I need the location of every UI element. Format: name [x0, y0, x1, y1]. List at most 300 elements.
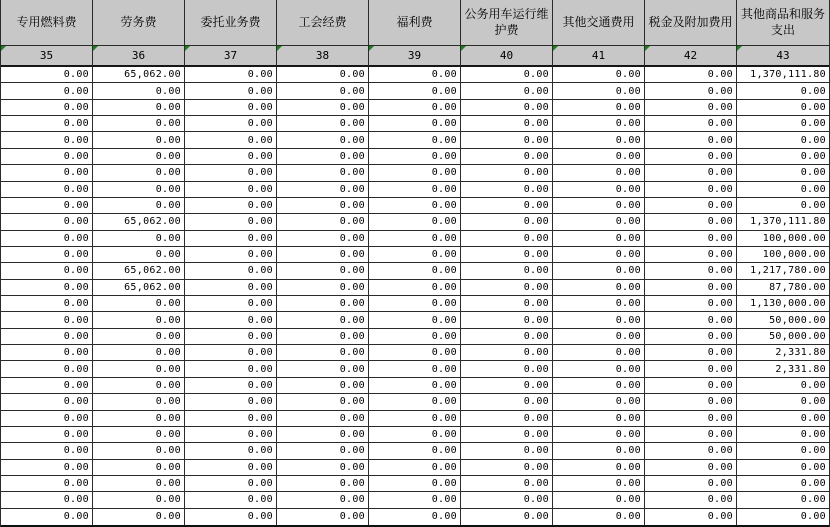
table-cell[interactable]: 0.00 — [369, 460, 461, 476]
table-row — [1, 509, 829, 525]
table-cell[interactable]: 0.00 — [277, 116, 369, 132]
table-cell[interactable]: 0.00 — [93, 427, 185, 443]
table-cell[interactable]: 0.00 — [737, 149, 829, 165]
table-row — [1, 214, 829, 230]
table-row — [1, 427, 829, 443]
table-cell[interactable]: 0.00 — [1, 165, 93, 181]
table-cell[interactable]: 0.00 — [93, 476, 185, 492]
table-cell[interactable]: 0.00 — [461, 329, 553, 345]
table-cell[interactable]: 0.00 — [461, 214, 553, 230]
table-cell[interactable]: 0.00 — [369, 345, 461, 361]
table-cell[interactable]: 0.00 — [1, 345, 93, 361]
table-cell[interactable]: 0.00 — [737, 492, 829, 508]
table-cell[interactable]: 0.00 — [737, 411, 829, 427]
column-code-cell[interactable] — [185, 46, 277, 67]
table-cell[interactable]: 0.00 — [369, 247, 461, 263]
table-cell[interactable]: 0.00 — [93, 100, 185, 116]
table-cell[interactable]: 0.00 — [737, 460, 829, 476]
table-cell[interactable]: 0.00 — [185, 83, 277, 99]
table-cell[interactable]: 0.00 — [1, 263, 93, 279]
table-cell[interactable]: 0.00 — [1, 492, 93, 508]
table-cell[interactable]: 0.00 — [553, 280, 645, 296]
table-cell[interactable]: 0.00 — [277, 198, 369, 214]
table-cell[interactable]: 0.00 — [369, 263, 461, 279]
table-cell[interactable]: 0.00 — [645, 345, 737, 361]
column-header[interactable]: 公务用车运行维护费 — [461, 0, 553, 46]
table-cell[interactable]: 0.00 — [185, 132, 277, 148]
error-flag-icon — [553, 46, 558, 51]
table-cell[interactable]: 0.00 — [553, 411, 645, 427]
column-header[interactable]: 工会经费 — [277, 0, 369, 46]
table-cell[interactable]: 0.00 — [369, 83, 461, 99]
table-cell[interactable]: 0.00 — [553, 231, 645, 247]
table-cell[interactable]: 0.00 — [369, 100, 461, 116]
table-cell[interactable]: 0.00 — [369, 198, 461, 214]
table-cell[interactable]: 0.00 — [93, 492, 185, 508]
table-cell[interactable]: 0.00 — [461, 394, 553, 410]
error-flag-icon — [185, 46, 190, 51]
table-cell[interactable]: 0.00 — [461, 443, 553, 459]
data-grid — [1, 67, 829, 527]
table-cell[interactable]: 0.00 — [1, 378, 93, 394]
table-cell[interactable]: 1,370,111.80 — [737, 214, 829, 230]
table-cell[interactable]: 0.00 — [277, 460, 369, 476]
table-cell[interactable]: 0.00 — [461, 312, 553, 328]
error-flag-icon — [737, 46, 742, 51]
table-cell[interactable]: 0.00 — [277, 296, 369, 312]
table-cell[interactable]: 0.00 — [645, 492, 737, 508]
table-cell[interactable]: 0.00 — [93, 149, 185, 165]
table-cell[interactable]: 0.00 — [185, 149, 277, 165]
table-cell[interactable]: 0.00 — [93, 443, 185, 459]
table-cell[interactable]: 0.00 — [185, 329, 277, 345]
table-cell[interactable]: 0.00 — [1, 394, 93, 410]
table-cell[interactable]: 0.00 — [737, 100, 829, 116]
table-cell[interactable]: 0.00 — [461, 247, 553, 263]
table-cell[interactable]: 0.00 — [645, 100, 737, 116]
table-cell[interactable]: 0.00 — [461, 361, 553, 377]
table-cell[interactable]: 0.00 — [553, 247, 645, 263]
table-row — [1, 460, 829, 476]
table-cell[interactable]: 0.00 — [553, 394, 645, 410]
table-cell[interactable]: 0.00 — [277, 329, 369, 345]
table-cell[interactable]: 0.00 — [93, 83, 185, 99]
table-cell[interactable]: 0.00 — [277, 67, 369, 83]
table-row — [1, 231, 829, 247]
error-flag-icon — [461, 46, 466, 51]
table-row — [1, 263, 829, 279]
table-cell[interactable]: 0.00 — [553, 296, 645, 312]
column-code: 36 — [131, 49, 146, 62]
table-cell[interactable]: 0.00 — [1, 67, 93, 83]
table-cell[interactable]: 87,780.00 — [737, 280, 829, 296]
table-row — [1, 165, 829, 181]
table-cell[interactable]: 0.00 — [93, 231, 185, 247]
table-cell[interactable]: 65,062.00 — [93, 67, 185, 83]
column-code-cell[interactable] — [461, 46, 553, 67]
table-cell[interactable]: 0.00 — [645, 509, 737, 525]
table-cell[interactable]: 50,000.00 — [737, 312, 829, 328]
table-cell[interactable]: 0.00 — [277, 231, 369, 247]
table-cell[interactable]: 0.00 — [645, 67, 737, 83]
table-cell[interactable]: 0.00 — [645, 116, 737, 132]
table-cell[interactable]: 0.00 — [645, 165, 737, 181]
table-cell[interactable]: 0.00 — [277, 394, 369, 410]
table-row — [1, 67, 829, 83]
column-code: 37 — [223, 49, 238, 62]
table-cell[interactable]: 0.00 — [737, 165, 829, 181]
table-cell[interactable]: 1,217,780.00 — [737, 263, 829, 279]
table-cell[interactable]: 0.00 — [277, 361, 369, 377]
table-cell[interactable]: 0.00 — [1, 460, 93, 476]
table-cell[interactable]: 0.00 — [277, 132, 369, 148]
table-cell[interactable]: 0.00 — [1, 214, 93, 230]
table-cell[interactable]: 0.00 — [461, 231, 553, 247]
table-cell[interactable]: 0.00 — [369, 394, 461, 410]
column-header[interactable]: 福利费 — [369, 0, 461, 46]
column-header[interactable]: 税金及附加费用 — [645, 0, 737, 46]
table-cell[interactable]: 0.00 — [185, 198, 277, 214]
table-cell[interactable]: 0.00 — [553, 312, 645, 328]
column-header[interactable]: 专用燃料费 — [1, 0, 93, 46]
table-cell[interactable]: 0.00 — [553, 345, 645, 361]
table-cell[interactable]: 0.00 — [645, 263, 737, 279]
table-cell[interactable]: 0.00 — [185, 263, 277, 279]
table-row — [1, 280, 829, 296]
table-cell[interactable]: 0.00 — [461, 132, 553, 148]
table-cell[interactable]: 0.00 — [461, 100, 553, 116]
table-cell[interactable]: 0.00 — [93, 312, 185, 328]
table-row — [1, 476, 829, 492]
table-cell[interactable]: 0.00 — [277, 378, 369, 394]
table-cell[interactable]: 0.00 — [93, 361, 185, 377]
table-cell[interactable]: 0.00 — [645, 460, 737, 476]
table-cell[interactable]: 0.00 — [645, 280, 737, 296]
table-cell[interactable]: 0.00 — [185, 165, 277, 181]
table-cell[interactable]: 0.00 — [185, 247, 277, 263]
table-cell[interactable]: 0.00 — [277, 182, 369, 198]
table-cell[interactable]: 0.00 — [185, 476, 277, 492]
table-cell[interactable]: 0.00 — [1, 329, 93, 345]
table-cell[interactable]: 0.00 — [645, 476, 737, 492]
table-cell[interactable]: 0.00 — [1, 361, 93, 377]
table-cell[interactable]: 0.00 — [461, 345, 553, 361]
table-cell[interactable]: 0.00 — [185, 116, 277, 132]
table-cell[interactable]: 0.00 — [93, 182, 185, 198]
table-cell[interactable]: 0.00 — [93, 132, 185, 148]
table-cell[interactable]: 0.00 — [645, 312, 737, 328]
table-cell[interactable]: 0.00 — [461, 378, 553, 394]
table-cell[interactable]: 0.00 — [645, 427, 737, 443]
table-cell[interactable]: 0.00 — [645, 231, 737, 247]
table-cell[interactable]: 0.00 — [737, 182, 829, 198]
table-cell[interactable]: 0.00 — [553, 492, 645, 508]
table-cell[interactable]: 0.00 — [277, 149, 369, 165]
table-cell[interactable]: 0.00 — [553, 427, 645, 443]
table-cell[interactable]: 0.00 — [369, 296, 461, 312]
table-cell[interactable]: 0.00 — [553, 476, 645, 492]
table-row — [1, 378, 829, 394]
table-cell[interactable]: 0.00 — [93, 296, 185, 312]
table-cell[interactable]: 0.00 — [369, 443, 461, 459]
column-code-cell[interactable] — [369, 46, 461, 67]
table-cell[interactable]: 0.00 — [369, 378, 461, 394]
table-cell[interactable]: 0.00 — [93, 247, 185, 263]
table-cell[interactable]: 0.00 — [277, 411, 369, 427]
table-cell[interactable]: 0.00 — [1, 116, 93, 132]
table-cell[interactable]: 0.00 — [553, 149, 645, 165]
table-row — [1, 296, 829, 312]
table-row — [1, 443, 829, 459]
table-cell[interactable]: 0.00 — [461, 67, 553, 83]
table-cell[interactable]: 0.00 — [553, 165, 645, 181]
table-cell[interactable]: 65,062.00 — [93, 263, 185, 279]
table-cell[interactable]: 0.00 — [461, 427, 553, 443]
table-cell[interactable]: 50,000.00 — [737, 329, 829, 345]
table-cell[interactable]: 0.00 — [277, 427, 369, 443]
table-cell[interactable]: 0.00 — [737, 443, 829, 459]
table-cell[interactable]: 0.00 — [1, 411, 93, 427]
table-cell[interactable]: 0.00 — [1, 149, 93, 165]
table-cell[interactable]: 0.00 — [737, 116, 829, 132]
table-cell[interactable]: 0.00 — [277, 312, 369, 328]
table-cell[interactable]: 0.00 — [277, 509, 369, 525]
table-cell[interactable]: 0.00 — [461, 83, 553, 99]
table-cell[interactable]: 0.00 — [1, 280, 93, 296]
column-code-cell[interactable] — [1, 46, 93, 67]
table-cell[interactable]: 0.00 — [645, 296, 737, 312]
table-cell[interactable]: 0.00 — [553, 116, 645, 132]
table-cell[interactable]: 0.00 — [645, 378, 737, 394]
table-cell[interactable]: 0.00 — [461, 263, 553, 279]
table-cell[interactable]: 0.00 — [185, 214, 277, 230]
table-cell[interactable]: 0.00 — [553, 100, 645, 116]
table-cell[interactable]: 0.00 — [1, 427, 93, 443]
table-cell[interactable]: 0.00 — [737, 476, 829, 492]
column-code-cell[interactable] — [93, 46, 185, 67]
table-cell[interactable]: 0.00 — [185, 100, 277, 116]
table-cell[interactable]: 0.00 — [185, 231, 277, 247]
table-cell[interactable]: 0.00 — [277, 83, 369, 99]
column-code-cell[interactable] — [277, 46, 369, 67]
table-cell[interactable]: 0.00 — [277, 476, 369, 492]
table-cell[interactable]: 0.00 — [553, 460, 645, 476]
table-cell[interactable]: 0.00 — [553, 198, 645, 214]
table-cell[interactable]: 0.00 — [645, 214, 737, 230]
table-cell[interactable]: 0.00 — [185, 411, 277, 427]
table-cell[interactable]: 0.00 — [553, 83, 645, 99]
table-cell[interactable]: 0.00 — [461, 460, 553, 476]
table-cell[interactable]: 0.00 — [461, 296, 553, 312]
table-cell[interactable]: 0.00 — [737, 132, 829, 148]
table-cell[interactable]: 0.00 — [553, 361, 645, 377]
table-cell[interactable]: 0.00 — [461, 149, 553, 165]
table-cell[interactable]: 0.00 — [1, 231, 93, 247]
table-cell[interactable]: 65,062.00 — [93, 214, 185, 230]
table-cell[interactable]: 0.00 — [369, 165, 461, 181]
table-cell[interactable]: 0.00 — [645, 247, 737, 263]
table-cell[interactable]: 0.00 — [369, 411, 461, 427]
table-cell[interactable]: 0.00 — [185, 280, 277, 296]
table-cell[interactable]: 0.00 — [645, 394, 737, 410]
table-cell[interactable]: 0.00 — [461, 182, 553, 198]
table-cell[interactable]: 0.00 — [369, 132, 461, 148]
table-cell[interactable]: 0.00 — [1, 247, 93, 263]
table-cell[interactable]: 0.00 — [277, 443, 369, 459]
table-cell[interactable]: 0.00 — [369, 149, 461, 165]
table-cell[interactable]: 0.00 — [737, 83, 829, 99]
table-cell[interactable]: 65,062.00 — [93, 280, 185, 296]
table-row — [1, 247, 829, 263]
table-cell[interactable]: 0.00 — [1, 182, 93, 198]
table-cell[interactable]: 0.00 — [93, 460, 185, 476]
table-cell[interactable]: 100,000.00 — [737, 247, 829, 263]
table-cell[interactable]: 0.00 — [185, 182, 277, 198]
table-cell[interactable]: 0.00 — [369, 67, 461, 83]
table-cell[interactable]: 0.00 — [185, 361, 277, 377]
table-cell[interactable]: 0.00 — [277, 492, 369, 508]
table-cell[interactable]: 0.00 — [645, 182, 737, 198]
table-cell[interactable]: 0.00 — [1, 132, 93, 148]
table-cell[interactable]: 0.00 — [93, 509, 185, 525]
table-row — [1, 411, 829, 427]
column-code: 39 — [407, 49, 422, 62]
table-cell[interactable]: 0.00 — [93, 198, 185, 214]
table-cell[interactable]: 0.00 — [93, 378, 185, 394]
table-cell[interactable]: 0.00 — [93, 345, 185, 361]
table-cell[interactable]: 0.00 — [1, 476, 93, 492]
table-cell[interactable]: 0.00 — [277, 280, 369, 296]
table-cell[interactable]: 0.00 — [369, 182, 461, 198]
table-cell[interactable]: 0.00 — [185, 378, 277, 394]
table-cell[interactable]: 0.00 — [185, 492, 277, 508]
table-cell[interactable]: 0.00 — [645, 329, 737, 345]
table-cell[interactable]: 0.00 — [553, 67, 645, 83]
table-cell[interactable]: 0.00 — [645, 83, 737, 99]
table-cell[interactable]: 0.00 — [1, 296, 93, 312]
table-cell[interactable]: 0.00 — [461, 198, 553, 214]
table-cell[interactable]: 2,331.80 — [737, 345, 829, 361]
table-cell[interactable]: 0.00 — [369, 427, 461, 443]
table-cell[interactable]: 0.00 — [553, 214, 645, 230]
table-cell[interactable]: 0.00 — [1, 509, 93, 525]
table-cell[interactable]: 0.00 — [93, 394, 185, 410]
table-cell[interactable]: 0.00 — [93, 329, 185, 345]
table-cell[interactable]: 2,331.80 — [737, 361, 829, 377]
table-cell[interactable]: 0.00 — [185, 427, 277, 443]
table-cell[interactable]: 0.00 — [93, 411, 185, 427]
table-cell[interactable]: 0.00 — [369, 116, 461, 132]
table-cell[interactable]: 0.00 — [1, 312, 93, 328]
table-cell[interactable]: 0.00 — [277, 345, 369, 361]
column-header[interactable]: 委托业务费 — [185, 0, 277, 46]
column-code-cell[interactable] — [645, 46, 737, 67]
table-cell[interactable]: 0.00 — [1, 198, 93, 214]
column-code: 40 — [499, 49, 514, 62]
table-cell[interactable]: 0.00 — [553, 132, 645, 148]
table-cell[interactable]: 0.00 — [737, 427, 829, 443]
table-cell[interactable]: 0.00 — [1, 443, 93, 459]
table-cell[interactable]: 0.00 — [369, 231, 461, 247]
table-cell[interactable]: 0.00 — [553, 182, 645, 198]
column-code: 35 — [39, 49, 54, 62]
table-cell[interactable]: 0.00 — [277, 165, 369, 181]
table-cell[interactable]: 0.00 — [461, 280, 553, 296]
column-code: 41 — [591, 49, 606, 62]
table-cell[interactable]: 0.00 — [737, 509, 829, 525]
table-cell[interactable]: 0.00 — [185, 394, 277, 410]
table-cell[interactable]: 0.00 — [369, 214, 461, 230]
table-cell[interactable]: 0.00 — [645, 361, 737, 377]
table-cell[interactable]: 0.00 — [553, 329, 645, 345]
column-code-cell[interactable] — [553, 46, 645, 67]
table-cell[interactable]: 0.00 — [277, 100, 369, 116]
table-cell[interactable]: 0.00 — [737, 198, 829, 214]
table-cell[interactable]: 0.00 — [737, 378, 829, 394]
table-cell[interactable]: 0.00 — [93, 165, 185, 181]
table-cell[interactable]: 0.00 — [277, 247, 369, 263]
table-cell[interactable]: 0.00 — [553, 378, 645, 394]
table-cell[interactable]: 0.00 — [277, 214, 369, 230]
table-cell[interactable]: 0.00 — [93, 116, 185, 132]
column-header[interactable]: 其他交通费用 — [553, 0, 645, 46]
table-cell[interactable]: 0.00 — [461, 476, 553, 492]
table-cell[interactable]: 0.00 — [369, 312, 461, 328]
table-row — [1, 492, 829, 508]
table-cell[interactable]: 0.00 — [185, 345, 277, 361]
table-cell[interactable]: 0.00 — [737, 394, 829, 410]
table-cell[interactable]: 1,370,111.80 — [737, 67, 829, 83]
table-cell[interactable]: 0.00 — [185, 460, 277, 476]
table-cell[interactable]: 0.00 — [185, 296, 277, 312]
table-cell[interactable]: 0.00 — [369, 476, 461, 492]
table-cell[interactable]: 0.00 — [1, 83, 93, 99]
table-cell[interactable]: 0.00 — [461, 492, 553, 508]
table-cell[interactable]: 0.00 — [461, 116, 553, 132]
table-cell[interactable]: 0.00 — [369, 361, 461, 377]
table-cell[interactable]: 0.00 — [553, 443, 645, 459]
table-cell[interactable]: 0.00 — [277, 263, 369, 279]
column-code-cell[interactable] — [737, 46, 829, 67]
error-flag-icon — [93, 46, 98, 51]
table-cell[interactable]: 0.00 — [645, 411, 737, 427]
table-cell[interactable]: 0.00 — [369, 280, 461, 296]
table-row — [1, 182, 829, 198]
column-header[interactable]: 劳务费 — [93, 0, 185, 46]
table-cell[interactable]: 0.00 — [461, 411, 553, 427]
column-header[interactable]: 其他商品和服务支出 — [737, 0, 829, 46]
table-cell[interactable]: 0.00 — [185, 443, 277, 459]
table-cell[interactable]: 0.00 — [553, 509, 645, 525]
table-cell[interactable]: 1,130,000.00 — [737, 296, 829, 312]
table-cell[interactable]: 0.00 — [645, 198, 737, 214]
table-cell[interactable]: 0.00 — [369, 509, 461, 525]
table-cell[interactable]: 0.00 — [185, 67, 277, 83]
table-cell[interactable]: 0.00 — [553, 263, 645, 279]
table-cell[interactable]: 0.00 — [461, 509, 553, 525]
table-cell[interactable]: 0.00 — [645, 443, 737, 459]
error-flag-icon — [369, 46, 374, 51]
table-cell[interactable]: 0.00 — [369, 329, 461, 345]
table-cell[interactable]: 0.00 — [645, 149, 737, 165]
table-cell[interactable]: 0.00 — [645, 132, 737, 148]
table-cell[interactable]: 0.00 — [369, 492, 461, 508]
table-cell[interactable]: 0.00 — [461, 165, 553, 181]
table-cell[interactable]: 100,000.00 — [737, 231, 829, 247]
table-cell[interactable]: 0.00 — [185, 312, 277, 328]
table-cell[interactable]: 0.00 — [185, 509, 277, 525]
table-cell[interactable]: 0.00 — [1, 100, 93, 116]
